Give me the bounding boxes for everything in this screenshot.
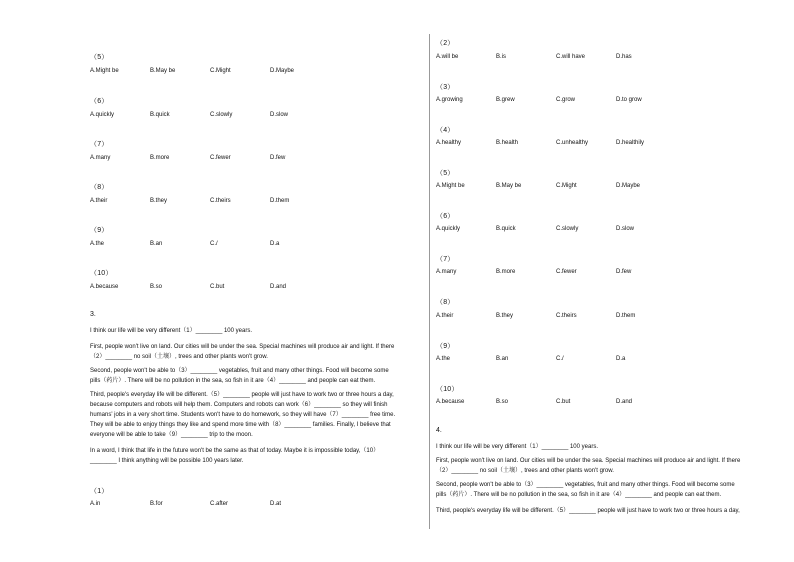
section-number: 4. <box>436 427 442 434</box>
option-b: B.an <box>150 241 163 247</box>
option-row <box>436 226 770 236</box>
option-b: B.May be <box>496 183 522 189</box>
option-c: C.but <box>210 284 225 290</box>
option-d: D.a <box>616 356 626 362</box>
option-b: B.for <box>150 501 163 507</box>
option-c: C.Might <box>210 68 231 74</box>
passage-line: pills（药片）. There will be no pollution in the sea, so fish in it are（4）________ and people can eat them. <box>436 492 722 498</box>
passage-paragraph <box>90 446 379 466</box>
question-number: （8） <box>436 299 455 306</box>
passage-line: I think our life will be very different（1）________ 100 years. <box>90 328 252 334</box>
option-b: B.so <box>496 399 509 405</box>
question-number: （7） <box>90 141 109 148</box>
option-b: B.health <box>496 140 519 146</box>
passage-line: Third, people's everyday life will be different.（5）________ people will just have to work two or three hours a day, <box>436 508 740 514</box>
passage-paragraph <box>90 326 252 336</box>
option-d: D.at <box>270 501 282 507</box>
option-b: B.grew <box>496 97 515 103</box>
passage-line: In a word, I think that life in the future won't be the same as that of today. Maybe it is impossible today,（10） <box>90 448 380 454</box>
option-b: B.is <box>496 54 507 60</box>
passage-line: They will be able to enjoy things they like and spend more time with（8）________ families. Finally, I believe that <box>90 422 391 428</box>
option-a: A.quickly <box>90 112 115 118</box>
option-a: A.in <box>90 501 101 507</box>
option-d: D.few <box>616 269 632 275</box>
option-b: B.quick <box>496 226 516 232</box>
option-a: A.Might be <box>90 68 119 74</box>
passage-line: （2）________ no soil（土壤）, trees and other plants won't grow. <box>90 354 268 360</box>
option-c: C.unhealthy <box>556 140 589 146</box>
option-a: A.the <box>436 356 451 362</box>
passage-paragraph <box>436 506 740 516</box>
option-d: D.them <box>270 198 290 204</box>
passage-line: First, people won't live on land. Our cities will be under the sea. Special machines will produce air and light. If there <box>436 458 741 464</box>
option-d: D.has <box>616 54 632 60</box>
option-row <box>436 399 770 409</box>
option-a: A.growing <box>436 97 463 103</box>
passage-paragraph <box>90 342 394 362</box>
option-row <box>90 155 420 165</box>
passage-line: everyone will be able to take（9）________ trip to the moon. <box>90 432 253 438</box>
question-number: （1） <box>90 488 109 495</box>
passage-line: because computers and robots will help them. Computers and robots can work（6）________ so they will finish <box>90 402 388 408</box>
option-row <box>90 198 420 208</box>
option-d: D.few <box>270 155 286 161</box>
option-row <box>90 241 420 251</box>
passage-line: First, people won't live on land. Our cities will be under the sea. Special machines will produce air and light. If there <box>90 344 395 350</box>
option-a: A.the <box>90 241 105 247</box>
question-number: （7） <box>436 256 455 263</box>
option-a: A.their <box>90 198 108 204</box>
option-c: C.slowly <box>210 112 233 118</box>
option-b: B.more <box>150 155 170 161</box>
passage-paragraph <box>436 480 735 500</box>
passage-line: ________ I think anything will be possible 100 years later. <box>90 458 244 464</box>
option-b: B.an <box>496 356 509 362</box>
option-row <box>90 68 420 78</box>
option-d: D.and <box>270 284 287 290</box>
passage-line: Third, people's everyday life will be different.（5）________ people will just have to work two or three hours a day, <box>90 392 394 398</box>
option-c: C./ <box>210 241 218 247</box>
option-row <box>90 501 420 511</box>
option-row <box>436 140 770 150</box>
option-d: D.and <box>616 399 633 405</box>
option-a: A.many <box>90 155 111 161</box>
option-a: A.quickly <box>436 226 461 232</box>
passage-line: （2）________ no soil（土壤）, trees and other plants won't grow. <box>436 468 614 474</box>
option-row <box>436 269 770 279</box>
passage-line: humans' jobs in a very short time. Students won't have to do homework, so they will have（7）________ free time. <box>90 412 396 418</box>
question-number: （5） <box>90 54 109 61</box>
question-number: （10） <box>90 270 113 277</box>
option-c: C.theirs <box>556 313 577 319</box>
question-number: （5） <box>436 170 455 177</box>
question-number: （6） <box>436 213 455 220</box>
option-a: A.because <box>436 399 465 405</box>
question-number: （6） <box>90 98 109 105</box>
option-c: C.theirs <box>210 198 231 204</box>
section-number: 3. <box>90 311 96 318</box>
option-b: B.May be <box>150 68 176 74</box>
option-a: A.many <box>436 269 457 275</box>
option-row <box>90 284 420 294</box>
option-a: A.healthy <box>436 140 462 146</box>
option-d: D.a <box>270 241 280 247</box>
option-b: B.more <box>496 269 516 275</box>
option-row <box>436 313 770 323</box>
passage-paragraph <box>90 390 395 440</box>
option-row <box>90 112 420 122</box>
option-a: A.because <box>90 284 119 290</box>
option-d: D.to grow <box>616 97 642 103</box>
option-row <box>436 54 770 64</box>
option-b: B.they <box>150 198 168 204</box>
option-c: C.fewer <box>556 269 577 275</box>
question-number: （9） <box>436 343 455 350</box>
option-b: B.quick <box>150 112 170 118</box>
option-c: C./ <box>556 356 564 362</box>
passage-paragraph <box>436 442 598 452</box>
option-d: D.Maybe <box>616 183 641 189</box>
option-c: C.grow <box>556 97 576 103</box>
option-d: D.Maybe <box>270 68 295 74</box>
option-a: A.will be <box>436 54 459 60</box>
question-number: （8） <box>90 184 109 191</box>
passage-line: Second, people won't be able to（3）________ vegetables, fruit and many other things. Food will become some <box>436 482 735 488</box>
column-divider <box>429 34 430 529</box>
option-b: B.so <box>150 284 163 290</box>
option-row <box>436 183 770 193</box>
option-c: C.fewer <box>210 155 231 161</box>
option-a: A.their <box>436 313 454 319</box>
option-d: D.slow <box>270 112 289 118</box>
option-d: D.slow <box>616 226 635 232</box>
passage-line: pills（药片）. There will be no pollution in the sea, so fish in it are（4）________ and people can eat them. <box>90 378 376 384</box>
option-c: C.slowly <box>556 226 579 232</box>
option-c: C.Might <box>556 183 577 189</box>
option-row <box>436 356 770 366</box>
option-a: A.Might be <box>436 183 465 189</box>
passage-paragraph <box>90 366 389 386</box>
passage-line: Second, people won't be able to（3）________ vegetables, fruit and many other things. Food will become some <box>90 368 389 374</box>
option-c: C.after <box>210 501 229 507</box>
option-d: D.healthily <box>616 140 645 146</box>
option-c: C.will have <box>556 54 586 60</box>
option-c: C.but <box>556 399 571 405</box>
passage-paragraph <box>436 456 740 476</box>
option-d: D.them <box>616 313 636 319</box>
question-number: （9） <box>90 227 109 234</box>
option-b: B.they <box>496 313 514 319</box>
question-number: （10） <box>436 386 459 393</box>
passage-line: I think our life will be very different（1）________ 100 years. <box>436 444 598 450</box>
question-number: （2） <box>436 40 455 47</box>
option-row <box>436 97 770 107</box>
question-number: （4） <box>436 127 455 134</box>
question-number: （3） <box>436 84 455 91</box>
